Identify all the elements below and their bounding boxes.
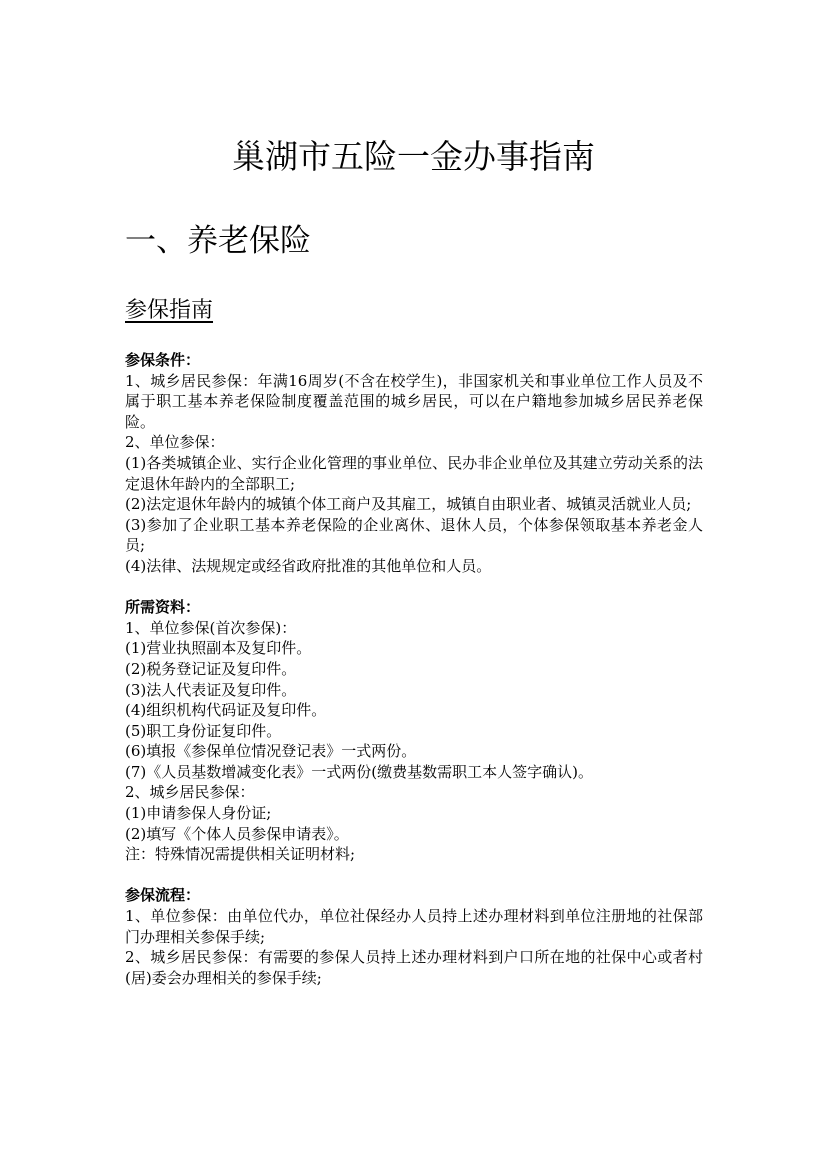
block-enrollment-process <box>125 885 703 988</box>
subsection-title: 参保指南 <box>125 298 214 323</box>
paragraph: 1、单位参保：由单位代办，单位社保经办人员持上述办理材料到单位注册地的社保部门办理相关参保手续; <box>125 907 703 946</box>
paragraph: (4)法律、法规规定或经省政府批准的其他单位和人员。 <box>125 556 492 575</box>
paragraph: (1)各类城镇企业、实行企业化管理的事业单位、民办非企业单位及其建立劳动关系的法定退休年龄内的全部职工; <box>125 453 703 493</box>
paragraph: (2)法定退休年龄内的城镇个体工商户及其雇工，城镇自由职业者、城镇灵活就业人员; <box>125 495 692 514</box>
paragraph: (2)税务登记证及复印件。 <box>125 659 297 678</box>
block-required-documents <box>125 597 703 865</box>
paragraph: (4)组织机构代码证及复印件。 <box>125 701 327 720</box>
paragraph: (1)营业执照副本及复印件。 <box>125 639 312 658</box>
document-body <box>125 350 703 988</box>
paragraph: 注：特殊情况需提供相关证明材料; <box>125 845 356 864</box>
paragraph: (2)填写《个体人员参保申请表》。 <box>125 824 349 843</box>
paragraph: 2、城乡居民参保：有需要的参保人员持上述办理材料到户口所在地的社保中心或者村(居)委会办理相关的参保手续; <box>125 948 703 987</box>
paragraph: (1)申请参保人身份证; <box>125 804 272 823</box>
paragraph: 1、城乡居民参保：年满16周岁(不含在校学生)，非国家机关和事业单位工作人员及不属于职工基本养老保险制度覆盖范围的城乡居民，可以在户籍地参加城乡居民养老保险。 <box>125 371 703 431</box>
section-title: 一、养老保险 <box>125 223 311 259</box>
block-heading: 参保流程： <box>125 886 201 905</box>
paragraph: (7)《人员基数增减变化表》一式两份(缴费基数需职工本人签字确认)。 <box>125 762 593 781</box>
spacer <box>125 577 703 598</box>
block-heading: 所需资料： <box>125 598 201 617</box>
paragraph: (3)法人代表证及复印件。 <box>125 680 297 699</box>
paragraph: 2、单位参保： <box>125 433 225 452</box>
paragraph: (5)职工身份证复印件。 <box>125 721 282 740</box>
paragraph: (6)填报《参保单位情况登记表》一式两份。 <box>125 742 417 761</box>
paragraph: 2、城乡居民参保： <box>125 783 255 802</box>
paragraph: 1、单位参保(首次参保)： <box>125 618 297 637</box>
document-title: 巢湖市五险一金办事指南 <box>232 137 595 176</box>
block-heading: 参保条件： <box>125 351 201 369</box>
block-enrollment-conditions <box>125 350 703 577</box>
paragraph: (3)参加了企业职工基本养老保险的企业离休、退休人员，个体参保领取基本养老金人员; <box>125 515 703 555</box>
spacer <box>125 865 703 886</box>
